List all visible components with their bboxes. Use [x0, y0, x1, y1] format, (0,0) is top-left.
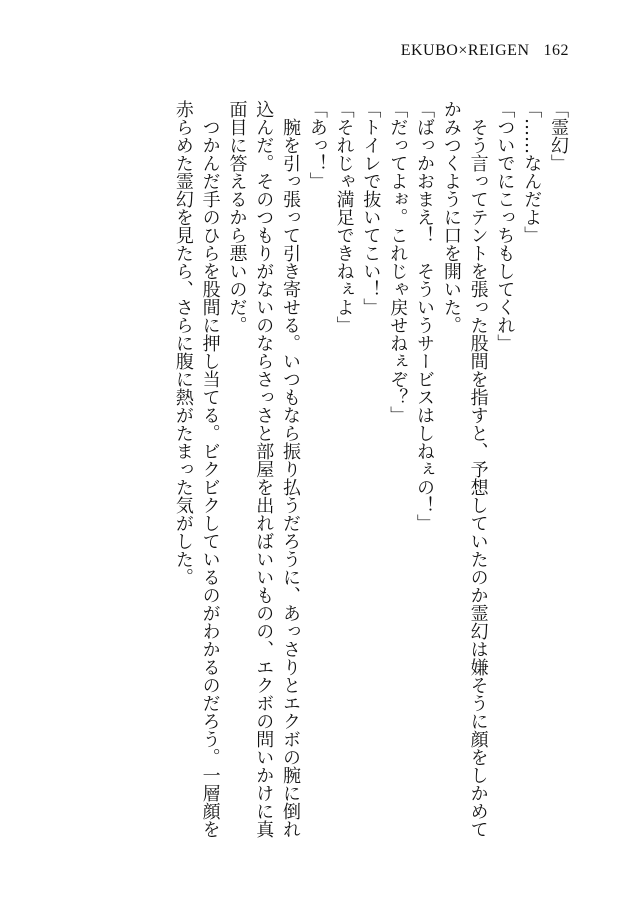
text-line: 「霊幻」	[548, 100, 569, 172]
text-line: 腕を引っ張って引き寄せる。いつもなら振り払うだろうに、あっさりとエクボの腕に倒れ	[280, 100, 302, 838]
text-line: 「トイレで抜いてこい！」	[360, 100, 382, 316]
book-title: EKUBO×REIGEN	[400, 42, 530, 59]
vertical-text-body	[169, 100, 571, 840]
text-line: 「ついでにこっちもしてくれ」	[494, 100, 516, 352]
text-line: 「あっ！」	[306, 100, 328, 190]
text-line: 「それじゃ満足できねぇよ」	[333, 100, 355, 334]
text-line: つかんだ手のひらを股間に押し当てる。ビクビクしているのがわかるのだろう。一層顔を	[199, 100, 221, 838]
text-line: 赤らめた霊幻を見たら、さらに腹に熱がたまった気がした。	[172, 100, 194, 586]
running-header	[401, 42, 569, 60]
text-line: かみつくように口を開いた。	[440, 100, 462, 334]
text-line: 「……なんだよ」	[521, 100, 543, 244]
page-number: 162	[543, 42, 569, 59]
text-line: 「だってよぉ。これじゃ戻せねぇぞ？」	[387, 100, 409, 424]
text-line: そう言ってテントを張った股間を指すと、予想していたのか霊幻は嫌そうに顔をしかめて	[467, 100, 489, 838]
text-line: 込んだ。そのつもりがないのならさっさと部屋を出ればいいものの、エクボの問いかけに真	[253, 100, 275, 838]
text-line: 「ばっかおまえ！ そういうサービスはしねぇの！」	[414, 100, 436, 532]
text-line: 面目に答えるから悪いのだ。	[226, 100, 248, 334]
